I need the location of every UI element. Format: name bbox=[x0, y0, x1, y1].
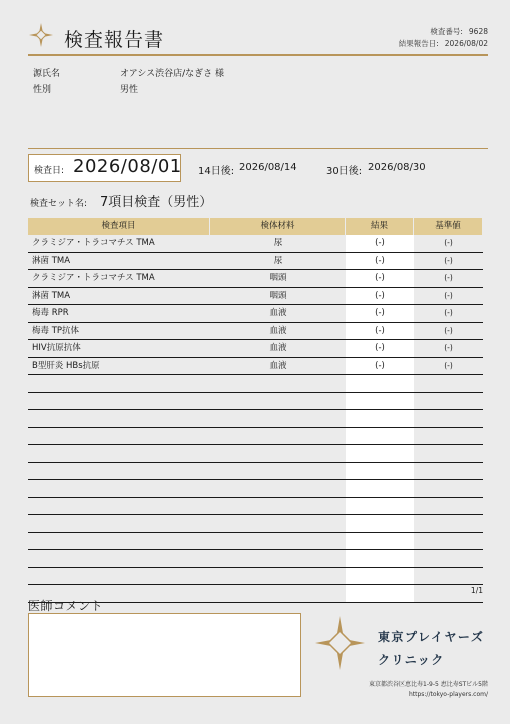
clinic-address: 東京都渋谷区恵比寿1-9-5 恵比寿STビル5階 bbox=[369, 681, 488, 688]
table-row bbox=[28, 270, 483, 288]
cell-item bbox=[28, 375, 210, 392]
cell-specimen: 尿 bbox=[273, 255, 283, 266]
after14-value: 2026/08/14 bbox=[239, 162, 297, 173]
patient-sex-value: 男性 bbox=[120, 85, 139, 95]
after30-label: 30日後: bbox=[326, 166, 363, 177]
cell-specimen bbox=[210, 375, 346, 392]
cell-result: (-) bbox=[346, 235, 414, 252]
results-table bbox=[28, 218, 483, 603]
table-row bbox=[28, 323, 483, 341]
cell-item bbox=[28, 550, 210, 567]
cell-specimen bbox=[210, 498, 346, 515]
cell-specimen bbox=[210, 463, 346, 480]
cell-item: 梅毒 TP抗体 bbox=[32, 325, 80, 336]
cell-result: (-) bbox=[346, 270, 414, 287]
page-title: 検査報告書 bbox=[64, 29, 165, 51]
cell-item: クラミジア・トラコマチス TMA bbox=[32, 238, 155, 248]
cell-reference bbox=[414, 533, 483, 550]
table-row bbox=[28, 428, 483, 446]
table-row bbox=[28, 288, 483, 306]
doctor-comment-title: 医師コメント bbox=[28, 599, 104, 613]
patient-sex-label: 性別 bbox=[33, 85, 52, 95]
cell-specimen bbox=[210, 445, 346, 462]
cell-reference bbox=[414, 375, 483, 392]
header-divider bbox=[28, 54, 488, 56]
exam-number bbox=[430, 26, 488, 37]
cell-result bbox=[346, 463, 414, 480]
table-row bbox=[28, 253, 483, 271]
cell-specimen bbox=[210, 410, 346, 427]
table-row bbox=[28, 235, 483, 253]
cell-item bbox=[28, 393, 210, 410]
cell-reference bbox=[414, 480, 483, 497]
cell-result bbox=[346, 568, 414, 585]
cell-reference bbox=[414, 550, 483, 567]
patient-name-value: オアシス渋谷店/なぎさ 様 bbox=[120, 69, 224, 79]
cell-result bbox=[346, 585, 414, 602]
cell-reference bbox=[414, 428, 483, 445]
cell-reference bbox=[414, 515, 483, 532]
cell-result: (-) bbox=[346, 340, 414, 357]
cell-specimen: 咽頭 bbox=[269, 290, 287, 301]
header-result: 結果 bbox=[346, 218, 414, 235]
cell-result bbox=[346, 428, 414, 445]
cell-result bbox=[346, 445, 414, 462]
cell-reference bbox=[414, 445, 483, 462]
cell-specimen: 血液 bbox=[269, 360, 287, 371]
cell-result: (-) bbox=[346, 358, 414, 375]
table-header bbox=[28, 218, 483, 235]
cell-reference: (-) bbox=[444, 360, 453, 370]
cell-item: クラミジア・トラコマチス TMA bbox=[32, 273, 155, 283]
exam-date-label: 検査日: bbox=[34, 166, 65, 176]
cell-result bbox=[346, 515, 414, 532]
report-date-value: 2026/08/02 bbox=[444, 39, 488, 48]
cell-item: 淋菌 TMA bbox=[32, 290, 71, 301]
cell-specimen bbox=[210, 428, 346, 445]
cell-item bbox=[28, 445, 210, 462]
cell-result bbox=[346, 533, 414, 550]
table-row bbox=[28, 568, 483, 586]
header-reference: 基準値 bbox=[414, 218, 483, 235]
clinic-logo-star-icon bbox=[313, 614, 367, 672]
table-row bbox=[28, 463, 483, 481]
table-row bbox=[28, 498, 483, 516]
patient-name-label: 源氏名 bbox=[33, 69, 61, 79]
exam-date-value: 2026/08/01 bbox=[73, 156, 182, 177]
cell-result: (-) bbox=[346, 323, 414, 340]
after14-label: 14日後: bbox=[198, 166, 235, 177]
cell-item bbox=[28, 480, 210, 497]
cell-specimen bbox=[210, 393, 346, 410]
table-row bbox=[28, 550, 483, 568]
cell-specimen: 咽頭 bbox=[269, 273, 287, 283]
doctor-comment-text bbox=[29, 614, 300, 622]
cell-specimen: 血液 bbox=[269, 308, 287, 318]
clinic-url: https://tokyo-players.com/ bbox=[408, 691, 488, 698]
cell-specimen bbox=[210, 480, 346, 497]
table-row bbox=[28, 533, 483, 551]
cell-reference bbox=[414, 568, 483, 585]
cell-specimen bbox=[210, 585, 346, 602]
table-row bbox=[28, 445, 483, 463]
cell-item bbox=[28, 428, 210, 445]
cell-result bbox=[346, 550, 414, 567]
clinic-logo-star-icon bbox=[28, 22, 54, 48]
clinic-name-line1: 東京プレイヤーズ bbox=[378, 630, 485, 644]
cell-specimen: 血液 bbox=[269, 325, 287, 336]
table-row bbox=[28, 410, 483, 428]
cell-reference bbox=[414, 498, 483, 515]
cell-item bbox=[28, 410, 210, 427]
cell-specimen: 尿 bbox=[273, 238, 283, 248]
exam-number-label: 検査番号: bbox=[430, 27, 463, 36]
cell-item: HIV抗原抗体 bbox=[32, 343, 81, 353]
cell-item bbox=[28, 515, 210, 532]
cell-specimen bbox=[210, 515, 346, 532]
table-row bbox=[28, 305, 483, 323]
cell-result bbox=[346, 498, 414, 515]
cell-reference: (-) bbox=[444, 290, 453, 300]
test-set-name: 7項目検査（男性） bbox=[100, 195, 213, 210]
cell-item bbox=[28, 498, 210, 515]
table-row bbox=[28, 358, 483, 376]
cell-specimen bbox=[210, 550, 346, 567]
cell-item: 梅毒 RPR bbox=[32, 308, 69, 318]
cell-specimen bbox=[210, 568, 346, 585]
report-date bbox=[399, 38, 488, 49]
cell-specimen bbox=[210, 533, 346, 550]
report-date-label: 結果報告日: bbox=[398, 39, 439, 48]
cell-reference: (-) bbox=[444, 255, 453, 265]
table-row bbox=[28, 340, 483, 358]
table-row bbox=[28, 480, 483, 498]
table-body bbox=[28, 235, 483, 603]
cell-result bbox=[346, 393, 414, 410]
header-specimen: 検体材料 bbox=[210, 218, 346, 235]
cell-result: (-) bbox=[346, 253, 414, 270]
page-number: 1/1 bbox=[470, 586, 483, 595]
cell-reference: (-) bbox=[444, 308, 453, 317]
cell-specimen: 血液 bbox=[269, 343, 287, 353]
cell-result: (-) bbox=[346, 305, 414, 322]
table-row bbox=[28, 393, 483, 411]
cell-result bbox=[346, 410, 414, 427]
cell-result bbox=[346, 480, 414, 497]
cell-reference bbox=[414, 410, 483, 427]
doctor-comment-box bbox=[28, 613, 301, 697]
test-set-label: 検査セット名: bbox=[30, 199, 88, 209]
cell-reference bbox=[414, 463, 483, 480]
cell-reference: (-) bbox=[444, 343, 453, 352]
cell-item: B型肝炎 HBs抗原 bbox=[32, 360, 100, 371]
table-row bbox=[28, 375, 483, 393]
cell-reference: (-) bbox=[444, 325, 453, 335]
cell-reference bbox=[414, 393, 483, 410]
cell-result bbox=[346, 375, 414, 392]
exam-number-value: 9628 bbox=[468, 27, 488, 36]
cell-result: (-) bbox=[346, 288, 414, 305]
cell-item bbox=[28, 568, 210, 585]
table-row bbox=[28, 515, 483, 533]
cell-reference: (-) bbox=[444, 238, 453, 247]
cell-item bbox=[28, 533, 210, 550]
after30-value: 2026/08/30 bbox=[368, 162, 426, 173]
section-divider bbox=[28, 148, 488, 149]
header-item: 検査項目 bbox=[28, 218, 210, 235]
clinic-name-line2: クリニック bbox=[378, 653, 445, 667]
cell-reference: (-) bbox=[444, 273, 453, 282]
cell-item: 淋菌 TMA bbox=[32, 255, 71, 266]
cell-item bbox=[28, 463, 210, 480]
